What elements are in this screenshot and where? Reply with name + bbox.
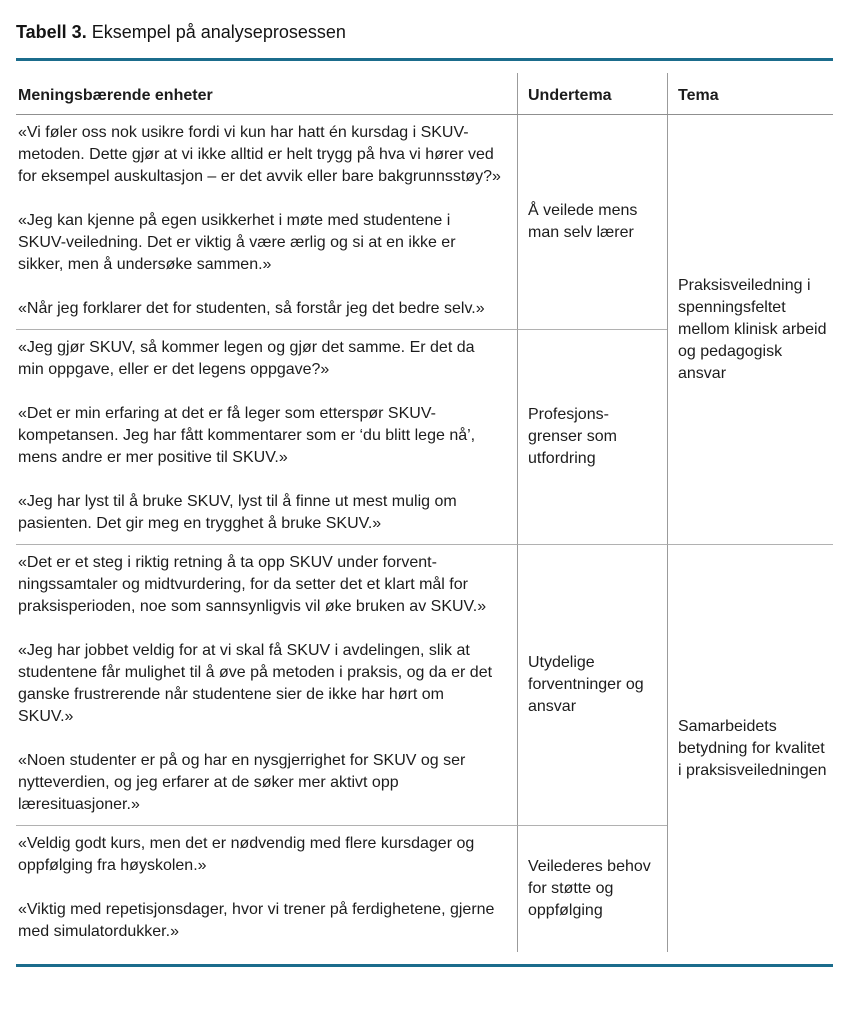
quote-paragraph: «Vi føler oss nok usikre fordi vi kun har hatt én kursdag i SKUV-metoden. Dette gjør at vi ikke alltid er helt trygg på hva vi hører ved for eksempel auskultasjon – er det avvik eller bare bakgrunnsstøy?»: [18, 124, 501, 185]
quote-paragraph: «Jeg kan kjenne på egen usikkerhet i møte med studentene i SKUV-veiledning. Det er viktig å være ærlig og si at en ikke er sikker, men å undersøke sammen.»: [18, 212, 456, 273]
accent-rule-top: [16, 58, 833, 61]
quote-paragraph: «Det er min erfaring at det er få leger som etterspør SKUV-kompetansen. Jeg har fått kommentarer som er ‘du blitt lege nå’, mens andre er mer positive til SKUV.»: [18, 405, 476, 466]
table-header-row: [16, 73, 833, 115]
table-caption-text: Eksempel på analyseprosessen: [91, 22, 346, 42]
theme-label: Praksisveiledning i spenningsfeltet mellom klinisk arbeid og pedagogisk ansvar: [678, 276, 827, 382]
quote-paragraph: «Jeg gjør SKUV, så kommer legen og gjør det samme. Er det da min oppgave, eller er det legens oppgave?»: [18, 339, 475, 378]
subtheme-cell-1: [517, 115, 667, 329]
column-header-meaning-units: Meningsbærende enheter: [18, 87, 213, 104]
quote-cell-group-4: [16, 825, 517, 952]
quote-paragraph: «Viktig med repetisjonsdager, hvor vi trener på ferdighetene, gjerne med simulatordukker.»: [18, 901, 495, 940]
theme-cell-2: [667, 544, 833, 952]
subtheme-label: Utydelige forventninger og ansvar: [528, 654, 644, 715]
theme-cell-1: [667, 115, 833, 544]
quote-paragraph: «Når jeg forklarer det for studenten, så forstår jeg det bedre selv.»: [18, 300, 485, 317]
subtheme-label: Profesjonsgrenser som utfordring: [528, 406, 617, 467]
quote-paragraph: «Det er et steg i riktig retning å ta opp SKUV under forventningssamtaler og midtvurdering, for da setter det et klart mål for praksisperioden, noe som sannsynligvis vil øke bruken av SKUV.»: [18, 554, 487, 615]
theme-label: Samarbeidets betydning for kvalitet i praksisveiledningen: [678, 717, 827, 779]
accent-rule-bottom: [16, 964, 833, 967]
table-caption: [16, 20, 833, 44]
quote-cell-group-3: [16, 544, 517, 825]
column-header-subtheme: Undertema: [517, 73, 667, 114]
analysis-table: [16, 73, 833, 952]
subtheme-cell-4: [517, 825, 667, 952]
quote-paragraph: «Jeg har lyst til å bruke SKUV, lyst til å finne ut mest mulig om pasienten. Det gir meg en trygghet å bruke SKUV.»: [18, 493, 457, 532]
subtheme-cell-3: [517, 544, 667, 825]
quote-paragraph: «Noen studenter er på og har en nysgjerrighet for SKUV og ser nytteverdien, og jeg erfarer at de søker mer aktivt opp læresituasjoner.»: [18, 752, 466, 813]
column-header-theme: Tema: [667, 73, 833, 114]
quote-cell-group-2: [16, 329, 517, 544]
quote-paragraph: «Veldig godt kurs, men det er nødvendig med flere kursdager og oppfølging fra høyskolen.»: [18, 835, 475, 874]
subtheme-cell-2: [517, 329, 667, 544]
subtheme-label: Veilederes behov for støtte og oppfølging: [528, 858, 651, 919]
quote-paragraph: «Jeg har jobbet veldig for at vi skal få SKUV i avdelingen, slik at studentene får mulighet til å øve på metoden i praksis, og da er det ganske frustrerende når studentene sier de ikke har hørt om SKUV.»: [18, 642, 493, 725]
table-body: [16, 115, 833, 952]
table-caption-label: Tabell 3.: [16, 22, 87, 42]
subtheme-label: Å veilede mens man selv lærer: [528, 202, 638, 241]
quote-cell-group-1: [16, 115, 517, 329]
